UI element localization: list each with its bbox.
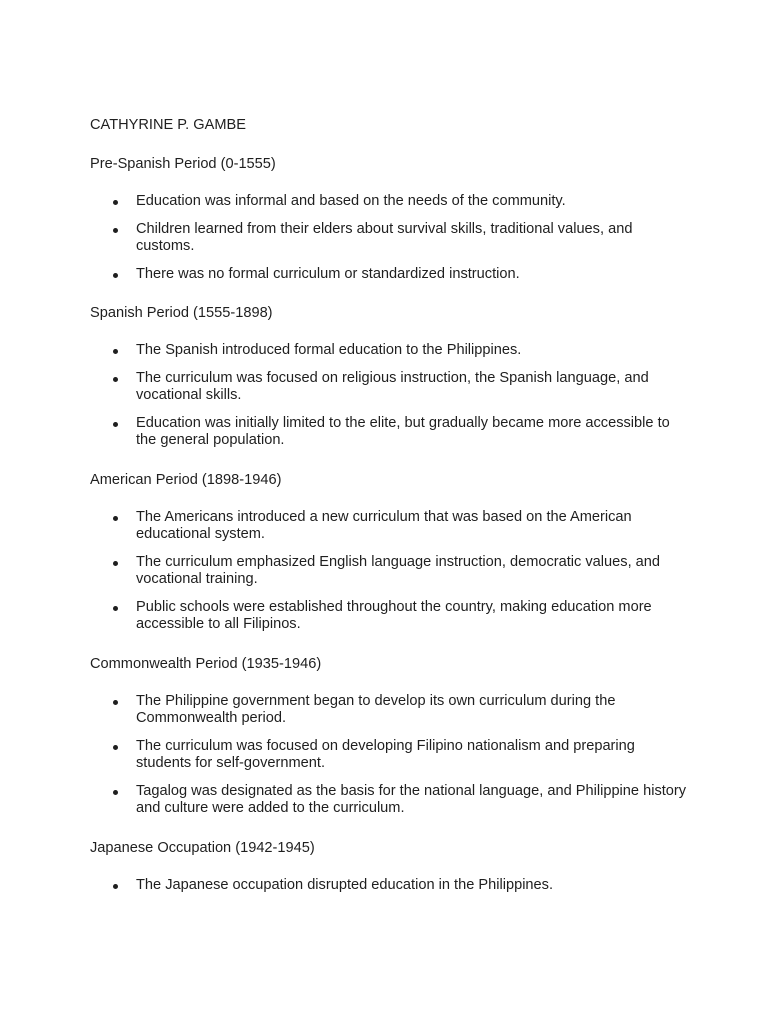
list-item-text: The curriculum was focused on developing Filipino nationalism and preparing students for self-government. <box>136 737 635 771</box>
section-american <box>90 471 690 634</box>
list-item-text: The Spanish introduced formal education to the Philippines. <box>136 342 522 358</box>
section-japanese <box>90 839 690 895</box>
bullet-icon <box>113 606 118 611</box>
bullet-icon <box>113 377 118 382</box>
bullet-icon <box>113 349 118 354</box>
section-title: Pre-Spanish Period (0-1555) <box>90 156 276 172</box>
list-item-text: Education was initially limited to the elite, but gradually became more accessible to the general population. <box>136 414 670 448</box>
section-commonwealth <box>90 655 690 818</box>
list-item <box>90 599 690 634</box>
bullet-list <box>90 693 690 818</box>
list-item-text: Children learned from their elders about survival skills, traditional values, and customs. <box>136 220 633 254</box>
list-item-text: The curriculum was focused on religious instruction, the Spanish language, and vocational skills. <box>136 369 649 403</box>
bullet-list <box>90 877 690 895</box>
list-item-text: The curriculum emphasized English language instruction, democratic values, and vocational training. <box>136 553 661 587</box>
bullet-icon <box>113 700 118 705</box>
list-item-text: Public schools were established throughout the country, making education more accessible to all Filipinos. <box>136 598 652 632</box>
list-item <box>90 738 690 773</box>
bullet-list <box>90 193 690 283</box>
list-item <box>90 370 690 405</box>
list-item <box>90 783 690 818</box>
author-name: CATHYRINE P. GAMBE <box>90 117 246 133</box>
section-title: Commonwealth Period (1935-1946) <box>90 655 322 672</box>
list-item-text: Tagalog was designated as the basis for the national language, and Philippine history and culture were added to the curriculum. <box>136 782 687 816</box>
bullet-icon <box>113 273 118 278</box>
section-pre-spanish <box>90 155 690 283</box>
bullet-icon <box>113 790 118 795</box>
section-title: American Period (1898-1946) <box>90 471 282 488</box>
bullet-icon <box>113 561 118 566</box>
list-item-text: Education was informal and based on the needs of the community. <box>136 193 566 209</box>
section-spanish <box>90 304 690 450</box>
list-item <box>90 877 690 895</box>
list-item-text: The Japanese occupation disrupted education in the Philippines. <box>136 876 554 893</box>
bullet-icon <box>113 228 118 233</box>
section-title: Japanese Occupation (1942-1945) <box>90 839 315 856</box>
list-item-text: The Philippine government began to develop its own curriculum during the Commonwealth period. <box>136 692 616 726</box>
list-item <box>90 509 690 544</box>
document-page <box>90 116 690 915</box>
bullet-icon <box>113 516 118 521</box>
bullet-list <box>90 342 690 450</box>
bullet-list <box>90 509 690 634</box>
section-title: Spanish Period (1555-1898) <box>90 305 273 321</box>
list-item <box>90 221 690 256</box>
bullet-icon <box>113 884 118 889</box>
list-item <box>90 554 690 589</box>
list-item <box>90 342 690 360</box>
list-item <box>90 415 690 450</box>
bullet-icon <box>113 422 118 427</box>
list-item-text: The Americans introduced a new curriculum that was based on the American educational system. <box>136 508 632 542</box>
list-item-text: There was no formal curriculum or standardized instruction. <box>136 265 520 282</box>
bullet-icon <box>113 200 118 205</box>
list-item <box>90 193 690 211</box>
list-item <box>90 693 690 728</box>
bullet-icon <box>113 745 118 750</box>
list-item <box>90 266 690 284</box>
